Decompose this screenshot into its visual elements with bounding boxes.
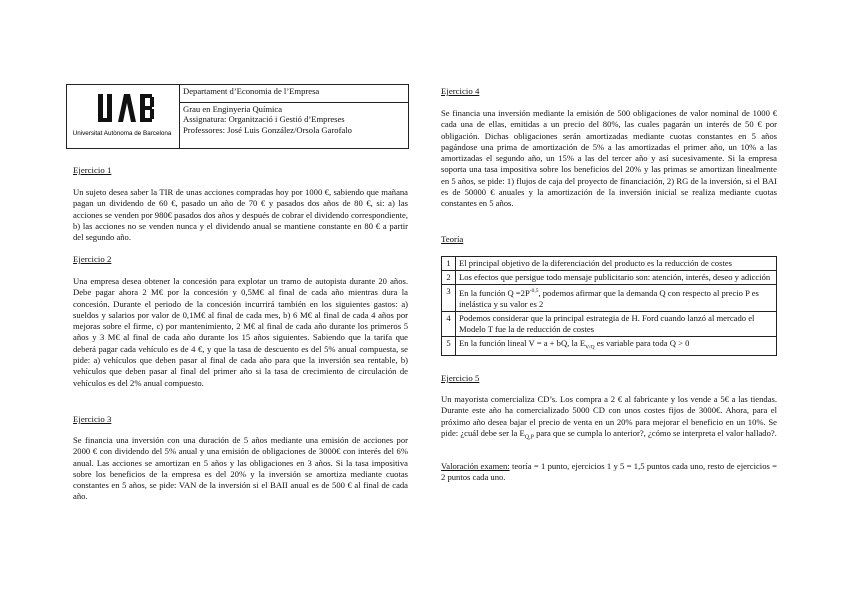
row-sub: V/Q	[585, 344, 595, 351]
logo-caption: Universitat Autònoma de Barcelona	[72, 130, 172, 137]
assignatura-text: Assignatura: Organització i Gestió d’Empreses	[183, 114, 345, 125]
row-sup: -0,5	[529, 288, 539, 294]
teoria-title: Teoría	[441, 234, 464, 244]
ex3-text: Se financia una inversión con una duración de 5 años mediante una emisión de acciones por 2000 € con dividendo del 5% anual y una emisión de obligaciones de 3000€ con interés del 6% anual. Las acciones se amortizan en 5 años y las obligaciones en 3 años. Si la tasa impositiva sobre los beneficios de la empresa es del 20% y la inversión se amortiza mediante cuotas constantes en 5 años, se pide: VAN de la inversión si el BAII anual es de 500 € al final de cada año.	[73, 435, 408, 502]
ex4-title: Ejercicio 4	[441, 86, 480, 96]
row-text	[456, 285, 777, 312]
table-row	[442, 257, 777, 271]
ex5-text-post: para que se cumpla lo anterior?, ¿cómo se interpreta el valor hallado?.	[533, 427, 777, 438]
row-text: El principal objetivo de la diferenciación del producto es la reducción de costes	[456, 257, 777, 271]
ex5-title: Ejercicio 5	[441, 373, 480, 383]
table-row	[442, 336, 777, 355]
row-number: 1	[442, 257, 456, 271]
ex3-title: Ejercicio 3	[73, 414, 112, 424]
row-number: 4	[442, 311, 456, 336]
ex1-title: Ejercicio 1	[73, 165, 112, 175]
row-text-post: , podemos afirmar que la demanda Q con respecto al precio P es inelástica y su valor es 2	[459, 287, 759, 309]
ex5-text	[441, 394, 777, 444]
row-text: Los efectos que persigue todo mensaje publicitario son: atención, interés, deseo y adicción	[456, 271, 777, 285]
uab-logo-icon	[67, 85, 177, 145]
row-text: Podemos considerar que la principal estrategia de H. Ford cuando lanzó al mercado el Modelo T fue la de reducción de costes	[456, 311, 777, 336]
teoria-table	[441, 256, 777, 356]
ex5-sub: Q,P	[524, 434, 534, 441]
ex2-text: Una empresa desea obtener la concesión para explotar un tramo de autopista durante 20 años. Debe pagar ahora 2 M€ por la concesión y 0,5M€ al final de cada año mientras dura la concesión. Durante el periodo de la concesión incurrirá también en los siguientes gastos: a) sueldos y salarios por valor de 0,1M€ al final de cada mes, b) 6 M€ al final de cada 4 años por mejoras sobre el firme, c) por mantenimiento, 2 M€ al final de cada año durante los primeros 5 años y 3 M€ al final de cada año durante los 15 años siguientes. Sabiendo que la tarifa que deberá pagar cada vehículo es de 4 €, y que la tasa de descuento es del 5% anual compuesta, se pide: a) vehículos que deben pasar al final de cada año para que la inversión sea rentable, b) vehículos que deben pasar al final del primer año si la tasa de crecimiento de circulación de vehículos es del 2% anual compuesto.	[73, 276, 408, 388]
department-cell: Departament d’Economia de l’Empresa	[180, 85, 409, 103]
valoracion-text	[441, 461, 777, 484]
ex1-text: Un sujeto desea saber la TIR de unas acciones compradas hoy por 1000 €, sabiendo que mañana pagan un dividendo de 60 €, pasado un año de 70 € y pasados dos años de 80 €, si: a) las acciones se venden por 980€ pasados dos años y después de cobrar el dividendo correspondiente, b) las acciones no se venden nunca y el dividendo anual se mantiene constante en 80 € a partir del segundo año.	[73, 187, 408, 243]
grau-text: Grau en Enginyeria Química	[183, 103, 283, 114]
course-info-cell	[180, 102, 409, 148]
table-row	[442, 285, 777, 312]
professors-text: Professores: José Luis González/Orsola Garofalo	[183, 124, 352, 135]
row-number: 2	[442, 271, 456, 285]
ex4-text: Se financia una inversión mediante la emisión de 500 obligaciones de valor nominal de 1000 € cada una de ellas, emitidas a un precio del 80%, las cuales pagarán un interés de 50 € por obligación. Dichas obligaciones serán amortizadas mediante cuotas constantes en 5 años pagándose una prima de amortización de 5% a las amortizadas el primer año, un 10% a las amortizadas el segundo año, un 15% a las del tercer año y así sucesivamente. Si la empresa soporta una tasa impositiva sobre los beneficios del 20% y las primas se amortizan linealmente en 5 años, se pide: 1) flujos de caja del proyecto de financiación, 2) RG de la inversión, si el BAI es de 50000 € anuales y la amortización de la inversión inicial se realiza mediante cuotas constantes en 5 años.	[441, 108, 777, 209]
table-row	[442, 271, 777, 285]
row-number: 5	[442, 336, 456, 355]
valoracion-label: Valoración examen:	[441, 461, 510, 471]
table-row	[442, 311, 777, 336]
logo-cell	[67, 85, 180, 149]
row-text-post: es variable para toda Q > 0	[594, 337, 690, 348]
ex2-title: Ejercicio 2	[73, 254, 112, 264]
row-text-pre: En la función Q =2P	[459, 287, 530, 298]
row-number: 3	[442, 285, 456, 312]
valoracion-body: teoría = 1 punto, ejercicios 1 y 5 = 1,5 puntos cada uno, resto de ejercicios = 2 puntos cada uno.	[441, 461, 777, 483]
row-text	[456, 336, 777, 355]
row-text-pre: En la función lineal V = a + bQ, la E	[459, 337, 586, 348]
header-table	[66, 84, 409, 149]
ex5-text-pre: Un mayorista comercializa CD’s. Los compra a 2 € al fabricante y los vende a 5€ a las tiendas. Durante este año ha comercializado 5000 CD con unos costes fijos de 3000€. Ahora, para el próximo año desea bajar el precio de venta en un 20% para mejorar el beneficio en un 10%. Se pide: ¿cuál debe ser la E	[441, 394, 777, 438]
